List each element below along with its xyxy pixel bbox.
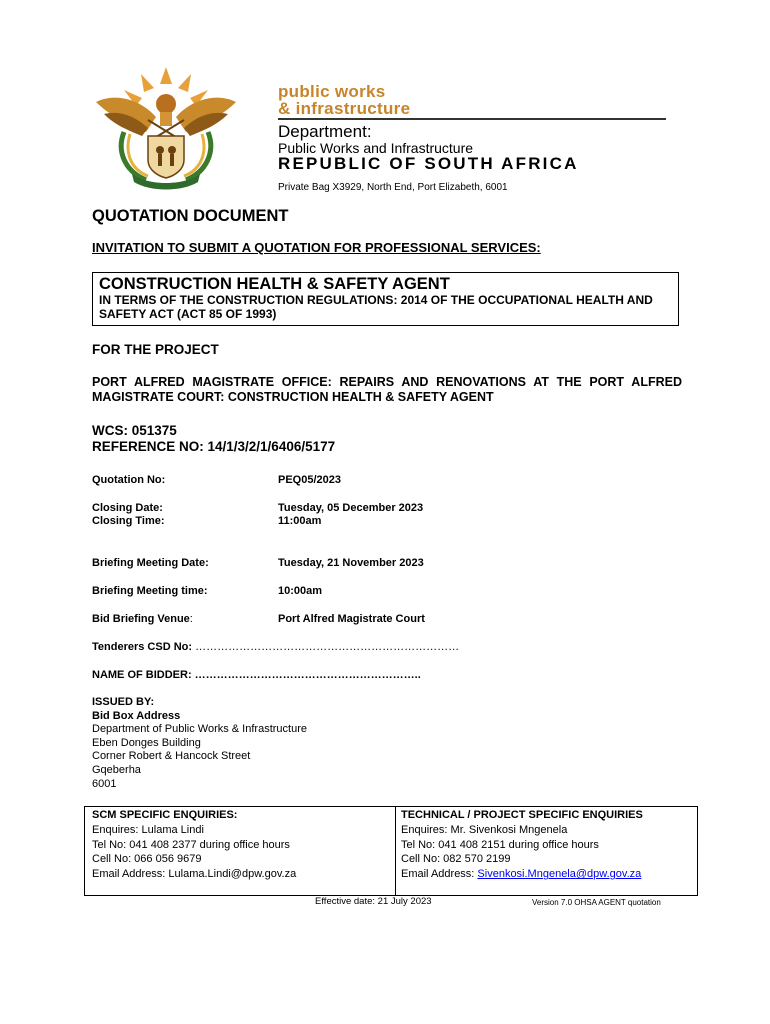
csd-field[interactable]: ………………………………………………………………	[195, 641, 460, 653]
issued-heading: ISSUED BY:	[92, 696, 155, 708]
venue-label: Bid Briefing Venue	[92, 613, 190, 625]
coat-of-arms-icon	[86, 62, 246, 190]
csd-label: Tenderers CSD No:	[92, 641, 196, 653]
scm-tel: Tel No: 041 408 2377 during office hours	[92, 838, 290, 851]
project-description: PORT ALFRED MAGISTRATE OFFICE: REPAIRS AND RENOVATIONS AT THE PORT ALFRED MAGISTRATE COURT: CONSTRUCTION HEALTH & SAFETY AGENT	[92, 375, 682, 404]
issued-line-4: Gqeberha	[92, 763, 141, 776]
technical-heading: TECHNICAL / PROJECT SPECIFIC ENQUIRIES	[401, 809, 643, 821]
scm-enquiries-cell	[92, 808, 296, 882]
closing-date-label: Closing Date:	[92, 502, 163, 514]
department-label: Department:	[278, 122, 372, 141]
scm-contact: Enquires: Lulama Lindi	[92, 823, 204, 836]
scm-heading: SCM SPECIFIC ENQUIRIES:	[92, 809, 238, 821]
bidder-label: NAME OF BIDDER:	[92, 669, 195, 681]
brand-line-1: public works	[278, 82, 386, 101]
technical-contact: Enquires: Mr. Sivenkosi Mngenela	[401, 823, 568, 836]
brand-line-2: & infrastructure	[278, 99, 411, 118]
project-codes	[92, 423, 335, 455]
briefing-time-value: 10:00am	[278, 585, 323, 597]
bidder-line	[92, 669, 421, 682]
scm-cell: Cell No: 066 056 9679	[92, 853, 202, 866]
invitation-heading: INVITATION TO SUBMIT A QUOTATION FOR PROFESSIONAL SERVICES:	[92, 240, 541, 255]
issued-by-block	[92, 696, 307, 791]
project-heading: FOR THE PROJECT	[92, 342, 219, 357]
department-name: Public Works and Infrastructure	[278, 140, 474, 156]
technical-cell: Cell No: 082 570 2199	[401, 853, 511, 866]
service-title: CONSTRUCTION HEALTH & SAFETY AGENT	[99, 275, 450, 293]
bid-box-heading: Bid Box Address	[92, 709, 181, 722]
table-divider	[395, 806, 396, 895]
document-title: QUOTATION DOCUMENT	[92, 207, 289, 225]
country-name: REPUBLIC OF SOUTH AFRICA	[278, 154, 579, 173]
version-note: Version 7.0 OHSA AGENT quotation	[532, 898, 661, 907]
technical-enquiries-cell	[401, 808, 643, 882]
scm-email: Email Address: Lulama.Lindi@dpw.gov.za	[92, 868, 297, 881]
header-divider	[278, 118, 666, 120]
service-terms: IN TERMS OF THE CONSTRUCTION REGULATIONS: 2014 OF THE OCCUPATIONAL HEALTH AND SAFETY ACT (ACT 85 OF 1993)	[99, 293, 653, 321]
venue-value: Port Alfred Magistrate Court	[278, 613, 425, 625]
issued-line-5: 6001	[92, 777, 117, 790]
quotation-no-value: PEQ05/2023	[278, 474, 341, 486]
issued-line-1: Department of Public Works & Infrastructure	[92, 723, 307, 736]
reference-number: REFERENCE NO: 14/1/3/2/1/6406/5177	[92, 439, 336, 454]
closing-time-label: Closing Time:	[92, 515, 165, 527]
issued-line-3: Corner Robert & Hancock Street	[92, 750, 251, 763]
briefing-date-value: Tuesday, 21 November 2023	[278, 557, 424, 569]
wcs-number: WCS: 051375	[92, 423, 177, 438]
effective-date: Effective date: 21 July 2023	[315, 896, 432, 907]
quotation-no-label: Quotation No:	[92, 474, 166, 486]
technical-tel: Tel No: 041 408 2151 during office hours	[401, 838, 599, 851]
closing-time-value: 11:00am	[278, 515, 322, 527]
closing-date-value: Tuesday, 05 December 2023	[278, 502, 424, 514]
technical-email	[401, 867, 643, 882]
briefing-date-label: Briefing Meeting Date:	[92, 557, 209, 569]
csd-line	[92, 641, 459, 654]
briefing-time-label: Briefing Meeting time:	[92, 585, 208, 597]
technical-email-link[interactable]: Sivenkosi.Mngenela@dpw.gov.za	[477, 868, 642, 881]
venue-label-group	[92, 613, 193, 626]
postal-address: Private Bag X3929, North End, Port Elizabeth, 6001	[278, 182, 508, 193]
bidder-field[interactable]: ……………………………………………………..	[194, 669, 421, 681]
venue-colon: :	[189, 613, 193, 625]
issued-line-2: Eben Donges Building	[92, 736, 201, 749]
technical-email-label: Email Address:	[401, 868, 478, 881]
